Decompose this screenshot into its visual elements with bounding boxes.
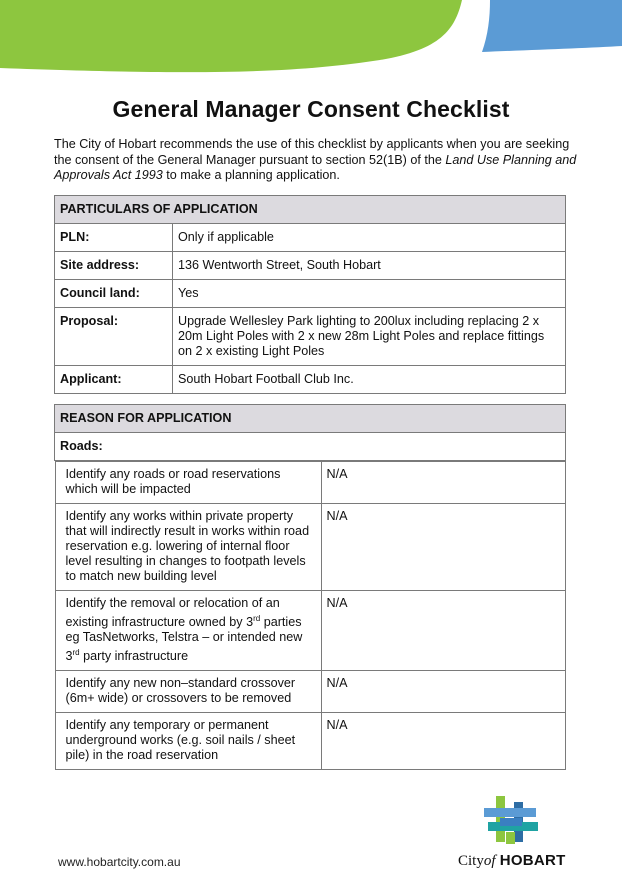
checklist-question: Identify any works within private property that will indirectly result in works within road reservation e.g. lowering of internal floor level resulting in changes to footpath levels to match new building level bbox=[55, 504, 321, 591]
reason-table bbox=[54, 404, 566, 770]
table-row bbox=[55, 462, 565, 504]
row-value: Upgrade Wellesley Park lighting to 200lux including replacing 2 x 20m Light Poles with 2 x new 28m Light Poles and replace fittings on 2 x existing Light Poles bbox=[173, 308, 566, 366]
row-value: South Hobart Football Club Inc. bbox=[173, 366, 566, 394]
checklist-answer: N/A bbox=[321, 462, 565, 504]
table-row bbox=[55, 591, 565, 671]
banner-blue-wave bbox=[482, 0, 622, 52]
question-text: parties eg TasNetworks, Telstra – or intended new 3 bbox=[65, 615, 303, 664]
intro-act-name: Land Use Planning and Approvals Act 1993 bbox=[54, 152, 577, 182]
intro-text-1: The City of Hobart recommends the use of this checklist by applicants when you are seeking the consent of the General Manager pursuant to section 52(1B) of the bbox=[54, 137, 570, 167]
checklist-answer: N/A bbox=[321, 504, 565, 591]
particulars-table bbox=[54, 195, 566, 394]
checklist-answer: N/A bbox=[321, 671, 565, 713]
logo-hobart: HOBART bbox=[499, 852, 566, 869]
row-value: Only if applicable bbox=[173, 224, 566, 252]
logo-wordmark bbox=[458, 852, 566, 870]
table-row bbox=[55, 224, 566, 252]
logo-city: City bbox=[458, 853, 484, 869]
checklist-question bbox=[55, 591, 321, 671]
row-label: Applicant: bbox=[55, 366, 173, 394]
row-value: Yes bbox=[173, 280, 566, 308]
table-row bbox=[55, 504, 565, 591]
intro-paragraph bbox=[54, 137, 584, 184]
page-title: General Manager Consent Checklist bbox=[112, 96, 510, 122]
checklist-question: Identify any new non–standard crossover (6m+ wide) or crossovers to be removed bbox=[55, 671, 321, 713]
ordinal-suffix: rd bbox=[253, 614, 261, 623]
table-row bbox=[55, 366, 566, 394]
row-label: Site address: bbox=[55, 252, 173, 280]
question-text: Identify the removal or relocation of an existing infrastructure owned by 3 bbox=[65, 596, 280, 630]
particulars-heading: PARTICULARS OF APPLICATION bbox=[55, 196, 566, 224]
question-text: party infrastructure bbox=[79, 649, 189, 664]
table-row bbox=[55, 671, 565, 713]
row-value: 136 Wentworth Street, South Hobart bbox=[173, 252, 566, 280]
roads-checklist bbox=[55, 461, 566, 770]
reason-heading: REASON FOR APPLICATION bbox=[55, 405, 566, 433]
row-label: Council land: bbox=[55, 280, 173, 308]
header-banner bbox=[0, 0, 622, 100]
website-link[interactable]: www.hobartcity.com.au bbox=[58, 855, 181, 869]
checklist-question: Identify any roads or road reservations which will be impacted bbox=[55, 462, 321, 504]
banner-green-wave bbox=[0, 0, 462, 72]
row-label: Proposal: bbox=[55, 308, 173, 366]
logo-of: of bbox=[483, 853, 496, 869]
checklist-answer: N/A bbox=[321, 713, 565, 770]
roads-subheading: Roads: bbox=[55, 433, 566, 461]
table-row bbox=[55, 713, 565, 770]
checklist-question: Identify any temporary or permanent underground works (e.g. soil nails / sheet pile) in the road reservation bbox=[55, 713, 321, 770]
table-row bbox=[55, 280, 566, 308]
ordinal-suffix: rd bbox=[72, 648, 80, 658]
intro-text-2: to make a planning application. bbox=[162, 168, 340, 182]
row-label: PLN: bbox=[55, 224, 173, 252]
table-row bbox=[55, 252, 566, 280]
table-row bbox=[55, 308, 566, 366]
checklist-answer: N/A bbox=[321, 591, 565, 671]
